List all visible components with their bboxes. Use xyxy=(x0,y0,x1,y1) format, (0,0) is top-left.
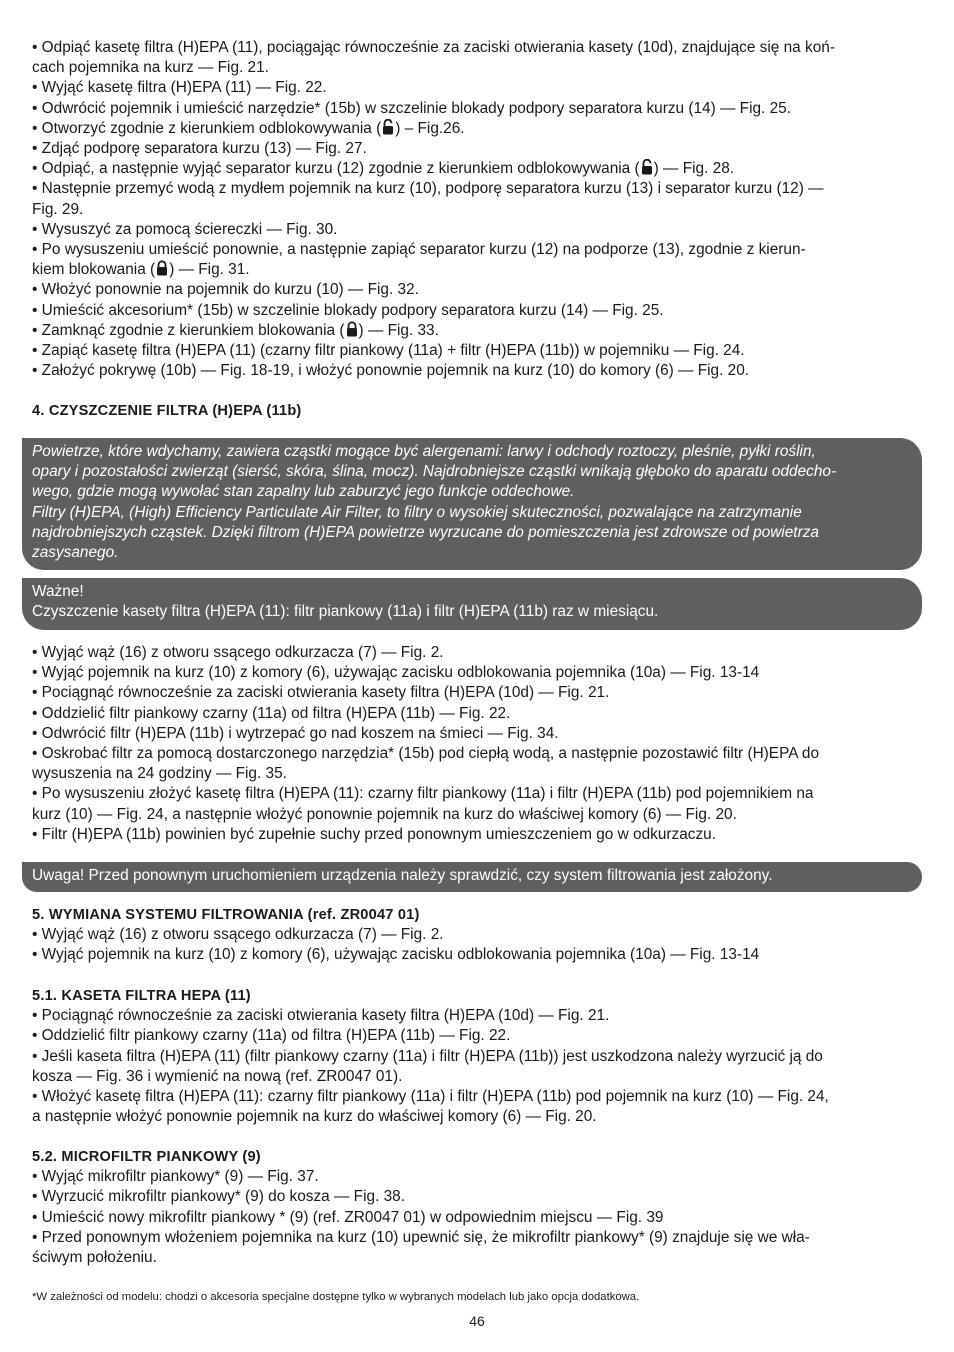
instruction-tail: ) — Fig. 33. xyxy=(358,321,439,339)
instruction-line: • Założyć pokrywę (10b) — Fig. 18-19, i włożyć ponownie pojemnik na kurz (10) do komory (6) — Fig. 20. xyxy=(32,362,750,380)
section-heading-5-1: 5.1. KASETA FILTRA HEPA (11) xyxy=(32,988,251,1004)
section-heading-4: 4. CZYSZCZENIE FILTRA (H)EPA (11b) xyxy=(32,403,302,419)
step-line: • Wyjąć wąż (16) z otworu ssącego odkurzacza (7) — Fig. 2. xyxy=(32,926,444,944)
step-line: • Wyrzucić mikrofiltr piankowy* (9) do kosza — Fig. 38. xyxy=(32,1188,406,1206)
step-line: • Oddzielić filtr piankowy czarny (11a) od filtra (H)EPA (11b) — Fig. 22. xyxy=(32,704,511,722)
step-line: wysuszenia na 24 godziny — Fig. 35. xyxy=(32,765,287,783)
instruction-text: • Odpiąć, a następnie wyjąć separator kurzu (12) zgodnie z kierunkiem odblokowywania ( xyxy=(32,160,640,178)
step-line: a następnie włożyć ponownie pojemnik na kurz do właściwej komory (6) — Fig. 20. xyxy=(32,1108,597,1126)
section5-1 xyxy=(32,986,922,1127)
lock-padlock-icon xyxy=(156,260,168,276)
step-line: • Po wysuszeniu złożyć kasetę filtra (H)EPA (11): czarny filtr piankowy (11a) i filtr (H)EPA (11b) pod pojemnikiem na xyxy=(32,785,814,803)
instructions-top xyxy=(32,38,922,381)
info-line: opary i pozostałości zwierząt (sierść, skóra, ślina, mocz). Najdrobniejsze cząstki wnikają głęboko do aparatu oddecho- xyxy=(32,463,837,481)
unlock-padlock-icon xyxy=(641,159,653,175)
step-line: • Przed ponownym włożeniem pojemnika na kurz (10) upewnić się, że mikrofiltr piankowy* (9) znajduje się we wła- xyxy=(32,1228,810,1246)
step-line: • Jeśli kaseta filtra (H)EPA (11) (filtr piankowy czarny (11a) i filtr (H)EPA (11b)) jest uszkodzona należy wyrzucić ją do xyxy=(32,1047,823,1065)
instruction-line: • Odwrócić pojemnik i umieścić narzędzie* (15b) w szczelinie blokady podpory separatora kurzu (14) — Fig. 25. xyxy=(32,99,791,117)
instruction-tail: ) — Fig. 31. xyxy=(169,261,250,279)
page-number: 46 xyxy=(469,1313,485,1329)
instruction-line-lock xyxy=(32,321,922,341)
instruction-line: • Zdjąć podporę separatora kurzu (13) — Fig. 27. xyxy=(32,140,367,158)
warning-box xyxy=(22,862,922,892)
info-line: zasysanego. xyxy=(32,544,119,562)
info-box xyxy=(22,438,922,570)
instruction-text: • Zamknąć zgodnie z kierunkiem blokowania ( xyxy=(32,321,345,339)
section5-2 xyxy=(32,1147,922,1268)
step-line: • Wyjąć mikrofiltr piankowy* (9) — Fig. 37. xyxy=(32,1168,319,1186)
step-line: • Umieścić nowy mikrofiltr piankowy * (9) (ref. ZR0047 01) w odpowiednim miejscu — Fig. 39 xyxy=(32,1208,664,1226)
instruction-line: • Wysuszyć za pomocą ściereczki — Fig. 30. xyxy=(32,220,338,238)
instruction-line: • Po wysuszeniu umieścić ponownie, a następnie zapiąć separator kurzu (12) na podporze (13), zgodnie z kierun- xyxy=(32,241,806,259)
lock-padlock-icon xyxy=(346,321,358,337)
instruction-line-lock xyxy=(32,260,922,280)
info-line: Powietrze, które wdychamy, zawiera cząstki mogące być alergenami: larwy i odchody roztoczy, pleśnie, pyłki roślin, xyxy=(32,443,816,460)
step-line: kosza — Fig. 36 i wymienić na nową (ref. ZR0047 01). xyxy=(32,1067,403,1085)
important-box xyxy=(22,578,922,630)
instruction-line: • Umieścić akcesorium* (15b) w szczelinie blokady podpory separatora kurzu (14) — Fig. 25. xyxy=(32,301,664,319)
step-line: • Oskrobać filtr za pomocą dostarczonego narzędzia* (15b) pod ciepłą wodą, a następnie pozostawić filtr (H)EPA do xyxy=(32,745,820,763)
step-line: • Wyjąć pojemnik na kurz (10) z komory (6), używając zacisku odblokowania pojemnika (10a) — Fig. 13-14 xyxy=(32,664,760,682)
step-line: ściwym położeniu. xyxy=(32,1249,157,1267)
instruction-tail: ) – Fig.26. xyxy=(395,119,465,137)
step-line: • Pociągnąć równocześnie za zaciski otwierania kasety filtra (H)EPA (10d) — Fig. 21. xyxy=(32,1007,610,1025)
instruction-line: • Odpiąć kasetę filtra (H)EPA (11), pociągając równocześnie za zaciski otwierania kasety (10d), znajdujące się na koń- xyxy=(32,39,835,56)
info-line: najdrobniejszych cząstek. Dzięki filtrom (H)EPA powietrze wyrzucane do pomieszczenia jest zdrowsze od powietrza xyxy=(32,523,819,541)
warning-text: Uwaga! Przed ponownym uruchomieniem urządzenia należy sprawdzić, czy system filtrowania jest założony. xyxy=(32,867,773,884)
footnote: *W zależności od modelu: chodzi o akcesoria specjalne dostępne tylko w wybranych modelach lub jako opcja dodatkowa. xyxy=(32,1291,640,1303)
step-line: • Wyjąć wąż (16) z otworu ssącego odkurzacza (7) — Fig. 2. xyxy=(32,644,444,661)
step-line: • Wyjąć pojemnik na kurz (10) z komory (6), używając zacisku odblokowania pojemnika (10a) — Fig. 13-14 xyxy=(32,946,760,964)
step-line: • Odwrócić filtr (H)EPA (11b) i wytrzepać go nad koszem na śmieci — Fig. 34. xyxy=(32,724,559,742)
section-heading-5: 5. WYMIANA SYSTEMU FILTROWANIA (ref. ZR0047 01) xyxy=(32,907,420,923)
section4-steps xyxy=(32,643,922,845)
instruction-line-unlock xyxy=(32,159,922,179)
instruction-line: • Włożyć ponownie na pojemnik do kurzu (10) — Fig. 32. xyxy=(32,281,419,299)
instruction-text: • Otworzyć zgodnie z kierunkiem odblokowywania ( xyxy=(32,119,382,137)
step-line: kurz (10) — Fig. 24, a następnie włożyć ponownie pojemnik na kurz do właściwej komory (6) — Fig. 20. xyxy=(32,805,737,823)
info-line: Filtry (H)EPA, (High) Efficiency Particulate Air Filter, to filtry o wysokiej skuteczności, pozwalające na zatrzymanie xyxy=(32,503,802,521)
instruction-line: • Zapiąć kasetę filtra (H)EPA (11) (czarny filtr piankowy (11a) + filtr (H)EPA (11b)) w pojemniku — Fig. 24. xyxy=(32,342,745,360)
instruction-line-unlock xyxy=(32,119,922,139)
step-line: • Oddzielić filtr piankowy czarny (11a) od filtra (H)EPA (11b) — Fig. 22. xyxy=(32,1027,511,1045)
important-text: Czyszczenie kasety filtra (H)EPA (11): filtr piankowy (11a) i filtr (H)EPA (11b) raz w miesiącu. xyxy=(32,603,659,621)
info-line: wego, gdzie mogą wywołać stan zapalny lub zaburzyć jego funkcje oddechowe. xyxy=(32,483,575,501)
step-line: • Włożyć kasetę filtra (H)EPA (11): czarny filtr piankowy (11a) i filtr (H)EPA (11b) pod pojemnik na kurz (10) — Fig. 24, xyxy=(32,1088,829,1106)
step-line: • Pociągnąć równocześnie za zaciski otwierania kasety filtra (H)EPA (10d) — Fig. 21. xyxy=(32,684,610,702)
instruction-tail: ) — Fig. 28. xyxy=(653,160,735,178)
step-line: • Filtr (H)EPA (11b) powinien być zupełnie suchy przed ponownym umieszczeniem go w odkurzaczu. xyxy=(32,825,717,843)
instruction-line: • Następnie przemyć wodą z mydłem pojemnik na kurz (10), podporę separatora kurzu (13) i separator kurzu (12) — xyxy=(32,180,824,198)
important-title: Ważne! xyxy=(32,583,84,600)
section-heading-5-2: 5.2. MICROFILTR PIANKOWY (9) xyxy=(32,1149,261,1165)
instruction-line: cach pojemnika na kurz — Fig. 21. xyxy=(32,59,269,77)
instruction-text: kiem blokowania ( xyxy=(32,261,156,279)
unlock-padlock-icon xyxy=(382,119,394,135)
instruction-line: • Wyjąć kasetę filtra (H)EPA (11) — Fig. 22. xyxy=(32,79,327,97)
section5 xyxy=(32,905,922,966)
instruction-line: Fig. 29. xyxy=(32,200,84,218)
